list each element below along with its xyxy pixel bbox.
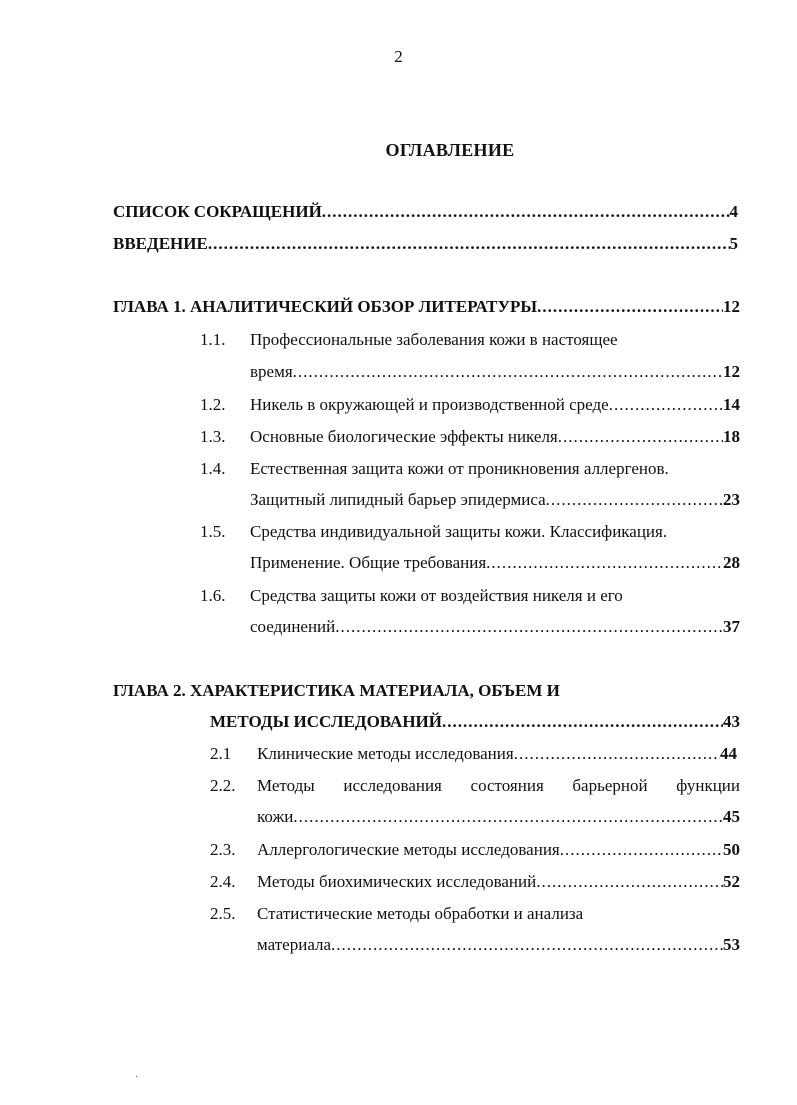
word: барьерной	[572, 776, 648, 795]
toc-entry-label: СПИСОК СОКРАЩЕНИЙ	[113, 202, 322, 221]
section-page: 52	[723, 872, 740, 891]
section-title: Клинические методы исследования	[257, 744, 514, 763]
section-title-cont: материала	[257, 935, 332, 954]
leader-dots	[442, 711, 723, 733]
chapter-page: 12	[723, 297, 740, 316]
section-page: 53	[723, 935, 740, 954]
leader-dots	[560, 839, 723, 861]
toc-section-2-2	[257, 806, 740, 828]
toc-section-2-5	[257, 934, 740, 956]
toc-section-2-4	[257, 871, 740, 893]
leader-dots	[293, 806, 723, 828]
section-page: 45	[723, 807, 740, 826]
section-number: 1.5.	[200, 522, 226, 541]
section-number: 2.3.	[210, 840, 236, 859]
word: Методы	[257, 776, 315, 795]
section-number: 2.1	[210, 744, 232, 763]
section-number: 1.2.	[200, 395, 226, 414]
leader-dots	[546, 489, 723, 511]
toc-section-1-5	[250, 552, 740, 574]
word: состояния	[470, 776, 544, 795]
chapter-heading: ГЛАВА 2. ХАРАКТЕРИСТИКА МАТЕРИАЛА, ОБЪЕМ И	[113, 681, 560, 700]
toc-title: ОГЛАВЛЕНИЕ	[385, 140, 515, 160]
leader-dots	[293, 361, 723, 383]
leader-dots	[609, 394, 723, 416]
leader-dots	[322, 201, 730, 223]
leader-dots	[558, 426, 723, 448]
section-title-cont: кожи	[257, 807, 294, 826]
leader-dots	[335, 616, 723, 638]
section-page: 44	[720, 744, 737, 763]
chapter-heading-cont: МЕТОДЫ ИССЛЕДОВАНИЙ	[210, 712, 443, 731]
leader-dots	[208, 233, 730, 255]
section-page: 12	[723, 362, 740, 381]
word: функции	[676, 776, 740, 795]
section-title-cont: время	[250, 362, 293, 381]
toc-section-1-6	[250, 616, 740, 638]
section-number: 2.2.	[210, 776, 236, 795]
section-title: Основные биологические эффекты никеля	[250, 427, 558, 446]
chapter-page: 43	[723, 712, 740, 731]
section-title: Методы биохимических исследований	[257, 872, 537, 891]
toc-chapter-2	[210, 711, 740, 733]
section-number: 1.6.	[200, 586, 226, 605]
section-title: Средства индивидуальной защиты кожи. Классификация.	[250, 522, 668, 541]
section-number: 1.4.	[200, 459, 226, 478]
section-page: 18	[723, 427, 740, 446]
section-title: Никель в окружающей и производственной среде	[250, 395, 609, 414]
section-title: Средства защиты кожи от воздействия никеля и его	[250, 586, 623, 605]
toc-chapter-1	[113, 296, 740, 318]
section-page: 23	[723, 490, 740, 509]
toc-entry-abbreviations	[113, 201, 738, 223]
section-title-cont: соединений	[250, 617, 336, 636]
section-number: 1.3.	[200, 427, 226, 446]
section-title: Статистические методы обработки и анализа	[257, 904, 584, 923]
section-page: 14	[723, 395, 740, 414]
section-title-cont: Применение. Общие требования	[250, 553, 487, 572]
leader-dots	[331, 934, 723, 956]
toc-section-1-1	[250, 361, 740, 383]
section-title: Профессиональные заболевания кожи в настоящее	[250, 330, 618, 349]
leader-dots	[514, 743, 720, 765]
section-page: 50	[723, 840, 740, 859]
section-number: 2.5.	[210, 904, 236, 923]
section-number: 2.4.	[210, 872, 236, 891]
section-title-justified	[257, 775, 740, 797]
toc-section-1-2	[250, 394, 740, 416]
section-title: Аллергологические методы исследования	[257, 840, 560, 859]
section-title-cont: Защитный липидный барьер эпидермиса	[250, 490, 546, 509]
toc-section-1-4	[250, 489, 740, 511]
toc-entry-page: 4	[729, 202, 738, 221]
section-page: 37	[723, 617, 740, 636]
toc-section-2-3	[257, 839, 740, 861]
toc-section-1-3	[250, 426, 740, 448]
word: исследования	[343, 776, 442, 795]
page-number: 2	[394, 47, 403, 66]
toc-entry-introduction	[113, 233, 738, 255]
section-title: Естественная защита кожи от проникновения аллергенов.	[250, 459, 669, 478]
toc-entry-label: ВВЕДЕНИЕ	[113, 234, 208, 253]
toc-entry-page: 5	[729, 234, 738, 253]
leader-dots	[536, 871, 723, 893]
toc-section-2-1	[257, 743, 737, 765]
scan-speck: ·	[135, 1072, 139, 1083]
section-page: 28	[723, 553, 740, 572]
chapter-heading: ГЛАВА 1. АНАЛИТИЧЕСКИЙ ОБЗОР ЛИТЕРАТУРЫ	[113, 297, 538, 316]
leader-dots	[486, 552, 723, 574]
section-number: 1.1.	[200, 330, 226, 349]
leader-dots	[537, 296, 723, 318]
